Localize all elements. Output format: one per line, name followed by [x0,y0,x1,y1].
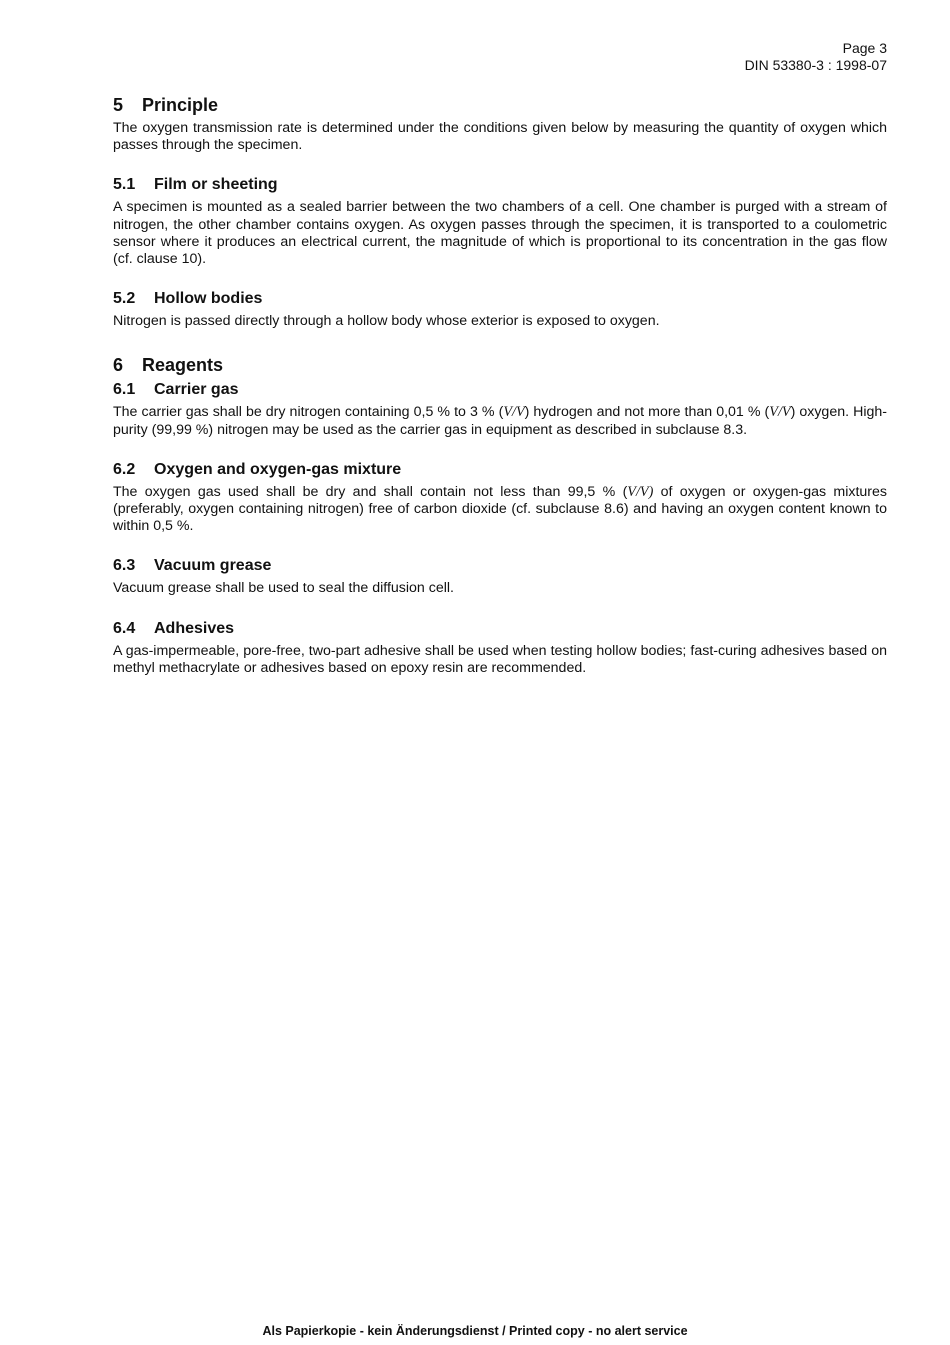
document-id: DIN 53380-3 : 1998-07 [744,57,887,73]
subsection-paragraph: Nitrogen is passed directly through a hollow body whose exterior is exposed to oxygen. [113,313,660,330]
subsection-6-1 [113,380,887,438]
subsection-title: Carrier gas [154,381,239,399]
subsection-5-2 [113,289,887,330]
section-title: Reagents [142,355,224,376]
text-run: ) hydrogen and not more than 0,01 % ( [524,404,770,421]
section-number: 6 [113,355,124,376]
subsection-heading [113,380,887,400]
section-5 [113,94,887,154]
page-header [745,40,887,74]
subsection-6-3 [113,556,887,597]
page-number: Page 3 [842,40,887,56]
subsection-paragraph: A gas-impermeable, pore-free, two-part adhesive shall be used when testing hollow bodies; fast-curing adhesives based on methyl methacrylate or adhesives based on epoxy resin are recommended. [113,642,887,676]
subsection-paragraph [113,404,887,438]
page-footer: Als Papierkopie - kein Änderungsdienst / Printed copy - no alert service [262,1324,688,1338]
section-number: 5 [113,95,124,115]
subsection-title: Vacuum grease [154,557,272,575]
subsection-number: 5.1 [113,176,136,194]
document-body [113,94,887,677]
section-6 [113,354,887,376]
text-run: of oxygen or oxygen-gas mixtures (preferably, oxygen containing nitrogen) free of carbon dioxide (cf. subclause 8.6) and having an oxygen content known to within 0,5 %. [113,483,888,535]
subsection-number: 6.1 [113,381,136,399]
subsection-heading [113,175,887,195]
subsection-title: Oxygen and oxygen-gas mixture [154,460,402,478]
subsection-6-4 [113,619,887,677]
section-heading [113,94,887,116]
section-paragraph: The oxygen transmission rate is determined under the conditions given below by measuring the quantity of oxygen which passes through the specimen. [113,120,887,154]
subsection-heading [113,460,887,480]
subsection-number: 6.3 [113,557,136,575]
subsection-title: Adhesives [154,619,235,637]
subsection-heading [113,289,887,309]
volume-ratio-notation: V/V [769,404,791,421]
text-run: The oxygen gas used shall be dry and shall contain not less than 99,5 % ( [113,483,628,500]
subsection-number: 6.2 [113,460,136,478]
subsection-number: 5.2 [113,290,136,308]
subsection-6-2 [113,460,887,536]
subsection-5-1 [113,175,887,268]
subsection-heading [113,556,887,576]
volume-ratio-notation: V/V) [627,483,654,500]
volume-ratio-notation: V/V [503,404,525,421]
subsection-heading [113,619,887,639]
subsection-paragraph: A specimen is mounted as a sealed barrier between the two chambers of a cell. One chamber is purged with a stream of nitrogen, the other chamber contains oxygen. As oxygen passes through the specimen, it is transported to a coulometric sensor where it produces an electrical current, the magnitude of which is proportional to its concentration in the gas flow (cf. clause 10). [113,199,887,268]
text-run: The carrier gas shall be dry nitrogen containing 0,5 % to 3 % ( [113,404,504,421]
subsection-paragraph [113,484,887,536]
subsection-title: Hollow bodies [154,290,263,308]
text-run: ) oxygen. High-purity (99,99 %) nitrogen may be used as the carrier gas in equipment as described in subclause 8.3. [113,404,888,438]
section-title: Principle [142,95,219,115]
subsection-title: Film or sheeting [154,176,278,194]
section-heading [113,354,887,376]
subsection-number: 6.4 [113,619,136,637]
subsection-paragraph: Vacuum grease shall be used to seal the diffusion cell. [113,580,454,597]
